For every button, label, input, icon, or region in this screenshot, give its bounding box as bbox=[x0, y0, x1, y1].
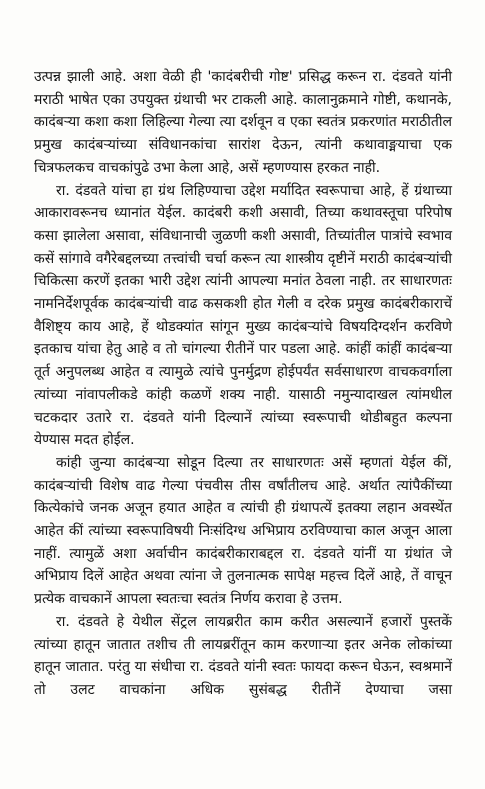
paragraph-1: उत्पन्न झाली आहे. अशा वेळी ही 'कादंबरीची गोष्ट' प्रसिद्ध करून रा. दंडवते यांनी मराठी भाषेत एका उपयुक्त ग्रंथाची भर टाकली आहे. कालानुक्रमाने गोष्टी, कथानके, कादंबऱ्या कशा कशा लिहिल्या गेल्या त्या दर्शवून व एका स्वतंत्र प्रकरणांत मराठीतील प्रमुख कादंबऱ्यांच्या संविधानकांचा सारांश देऊन, त्यांनी कथावाङ्मयाचा एक चित्रफलकच वाचकांपुढे उभा केला आहे, असें म्हणण्यास हरकत नाही. bbox=[34, 69, 452, 176]
paragraph-2: रा. दंडवते यांचा हा ग्रंथ लिहिण्याचा उद्देश मर्यादित स्वरूपाचा आहे, हें ग्रंथाच्या आकारावरूनच ध्यानांत येईल. कादंबरी कशी असावी, तिच्या कथावस्तूचा परिपोष कसा झालेला असावा, संविधानाची जुळणी कशी असावी, तिच्यांतील पात्रांचे स्वभाव कसें सांगावे वगैरेबद्दलच्या तत्त्वांची चर्चा करून त्या शास्त्रीय दृष्टीनें मराठी कादंबऱ्यांची चिकित्सा करणें इतका भारी उद्देश त्यांनी आपल्या मनांत ठेवला नाही. तर साधारणतः नामनिर्देशपूर्वक कादंबऱ्यांची वाढ कसकशी होत गेली व दरेक प्रमुख कादंबरीकाराचें वैशिष्ट्य काय आहे, हें थोडक्यांत सांगून मुख्य कादंबऱ्यांचे विषयदिग्दर्शन करविणे इतकाच यांचा हेतु आहे व तो चांगल्या रीतीनें पार पडला आहे. कांहीं कांहीं कादंबऱ्या तूर्त अनुपलब्ध आहेत व त्यामुळे त्यांचे पुनर्मुद्रण होईपर्यंत सर्वसाधारण वाचकवर्गाला त्यांच्या नांवापलीकडे कांही कळणें शक्य नाही. यासाठी नमुन्यादाखल त्यांमधील चटकदार उतारे रा. दंडवते यांनी दिल्यानें त्यांच्या स्वरूपाची थोडीबहुत कल्पना येण्यास मदत होईल. bbox=[34, 182, 452, 449]
paragraph-3: कांही जुन्या कादंबऱ्या सोडून दिल्या तर साधारणतः असें म्हणतां येईल कीं, कादंबऱ्यांची विशेष वाढ गेल्या पंचवीस तीस वर्षांतीलच आहे. अर्थात त्यांपैकींच्या कित्येकांचे जनक अजून हयात आहेत व त्यांची ही ग्रंथापत्यें इतक्या लहान अवस्थेंत आहेत कीं त्यांच्या स्वरूपाविषयी निःसंदिग्ध अभिप्राय ठरविण्याचा काल अजून आला नाहीं. त्यामुळें अशा अर्वाचीन कादंबरीकाराबद्दल रा. दंडवते यांनीं या ग्रंथांत जे अभिप्राय दिलें आहेत अथवा त्यांना जे तुलनात्मक सापेक्ष महत्त्व दिलें आहे, तें वाचून प्रत्येक वाचकानें आपला स्वतःचा स्वतंत्र निर्णय करावा हे उत्तम. bbox=[34, 454, 452, 608]
paragraph-4: रा. दंडवते हे येथील सेंट्रल लायब्ररीत काम करीत असल्यानें हजारों पुस्तकें त्यांच्या हातून जातात तशीच ती लायब्ररींतून काम करणाऱ्या इतर अनेक लोकांच्या हातून जातात. परंतु या संधीचा रा. दंडवते यांनी स्वतः फायदा करून घेऊन, स्वश्रमानें तो उलट वाचकांना अधिक सुसंबद्ध रीतीनें देण्याचा जसा bbox=[34, 613, 452, 698]
page-body-text bbox=[34, 66, 452, 702]
